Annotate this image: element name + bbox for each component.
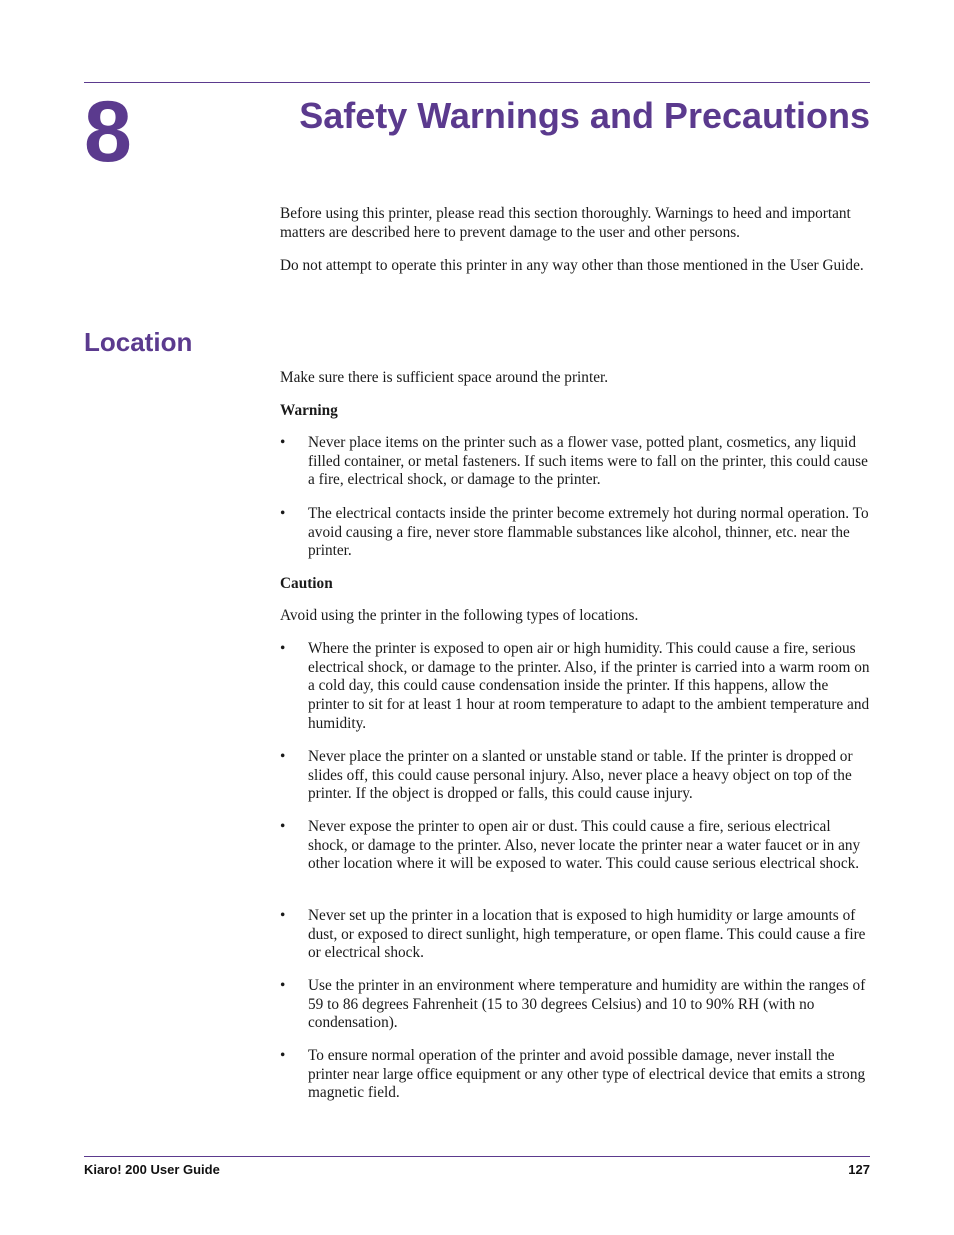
footer-rule	[84, 1156, 870, 1157]
bullet-marker: •	[280, 640, 286, 657]
list-item-text: Never place the printer on a slanted or unstable stand or table. If the printer is dropped or slides off, this could cause personal injury. Also, never place a heavy object on top of the printer. If the object is dropped or falls, this could cause injury.	[308, 748, 853, 803]
list-item	[280, 977, 872, 1033]
bullet-marker: •	[280, 977, 286, 994]
header-rule	[84, 82, 870, 83]
chapter-number: 8	[84, 84, 132, 180]
caution-intro: Avoid using the printer in the following types of locations.	[280, 607, 639, 624]
bullet-marker: •	[280, 907, 286, 924]
list-item	[280, 434, 872, 490]
list-item	[280, 640, 872, 734]
list-item-text: To ensure normal operation of the printer and avoid possible damage, never install the printer near large office equipment or any other type of electrical device that emits a strong magnetic field.	[308, 1047, 866, 1102]
location-intro: Make sure there is sufficient space around the printer.	[280, 369, 609, 386]
bullet-marker: •	[280, 434, 286, 451]
intro-paragraph-1: Before using this printer, please read this section thoroughly. Warnings to heed and important matters are described here to prevent damage to the user and other persons.	[280, 205, 851, 241]
bullet-marker: •	[280, 505, 286, 522]
list-item-text: The electrical contacts inside the printer become extremely hot during normal operation. To avoid causing a fire, never store flammable substances like alcohol, thinner, etc. near the printer.	[308, 505, 869, 560]
section-heading-location: Location	[84, 327, 193, 357]
list-item	[280, 818, 872, 874]
list-item	[280, 1047, 872, 1103]
intro-paragraph-2: Do not attempt to operate this printer in any way other than those mentioned in the User Guide.	[280, 257, 864, 274]
bullet-marker: •	[280, 818, 286, 835]
caution-label: Caution	[280, 575, 333, 592]
list-item-text: Never place items on the printer such as a flower vase, potted plant, cosmetics, any liquid filled container, or metal fasteners. If such items were to fall on the printer, this could cause a fire, electrical shock, or damage to the printer.	[308, 434, 868, 489]
page-number: 127	[848, 1162, 870, 1177]
list-item-text: Never expose the printer to open air or dust. This could cause a fire, serious electrical shock, or damage to the printer. Also, never locate the printer near a water faucet or in any other location where it will be exposed to water. This could cause serious electrical shock.	[308, 818, 861, 873]
footer-document-title: Kiaro! 200 User Guide	[84, 1162, 220, 1177]
list-item	[280, 505, 872, 561]
list-item-text: Use the printer in an environment where temperature and humidity are within the ranges of 59 to 86 degrees Fahrenheit (15 to 30 degrees Celsius) and 10 to 90% RH (with no condensation).	[308, 977, 866, 1032]
warning-label: Warning	[280, 402, 338, 419]
list-item	[280, 748, 872, 804]
list-item	[280, 907, 872, 963]
list-item-text: Never set up the printer in a location that is exposed to high humidity or large amounts of dust, or exposed to direct sunlight, high temperature, or open flame. This could cause a fire or electrical shock.	[308, 907, 866, 962]
chapter-title: Safety Warnings and Precautions	[299, 95, 870, 136]
bullet-marker: •	[280, 748, 286, 765]
bullet-marker: •	[280, 1047, 286, 1064]
list-item-text: Where the printer is exposed to open air or high humidity. This could cause a fire, serious electrical shock, or damage to the printer. Also, if the printer is carried into a warm room on a cold day, this could cause condensation inside the printer. If this happens, allow the printer to sit for at least 1 hour at room temperature to adapt to the ambient temperature and humidity.	[308, 640, 870, 732]
